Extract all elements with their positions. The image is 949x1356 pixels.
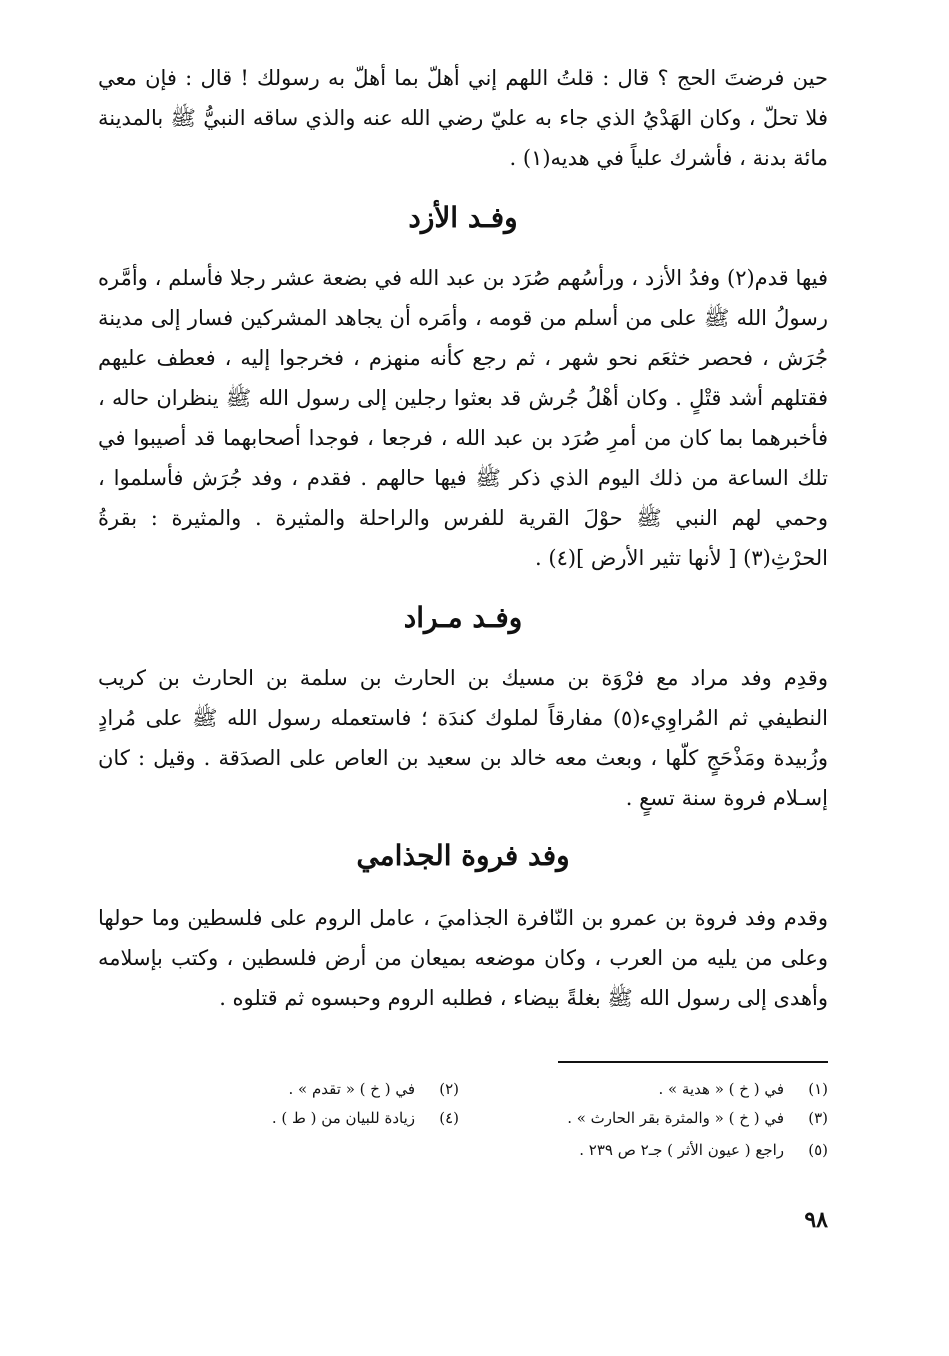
footnote-4 [272,1106,459,1130]
footnote-number: (٤) [439,1109,459,1127]
footnote-number: (٢) [439,1080,459,1098]
footnote-number: (١) [808,1080,828,1098]
heading-wafd-murad: وفـد مـراد [403,601,523,634]
heading-wafd-farwa-al-judhami: وفد فروة الجذامي [356,839,570,872]
page-number: ٩٨ [804,1207,828,1233]
footnote-2 [289,1077,459,1101]
intro-text: حين فرضتَ الحج ؟ قال : قلتُ اللهم إني أهلّ بما أهلّ به رسولك ! قال : فإن معي فلا تحلّ ، وكان الهَدْيُ الذي جاء به عليّ رضي الله عنه والذي ساقه النبيُّ ﷺ بالمدينة مائة بدنة ، فأشرك علياً في هديه(١) . [98,66,828,170]
footnote-1 [658,1077,828,1101]
footnote-text: زيادة للبيان من ( ط ) . [271,1109,415,1127]
footnote-separator [558,1061,828,1063]
footnote-5 [579,1138,828,1162]
footnote-3 [567,1106,828,1130]
intro-paragraph [98,58,828,178]
footnote-text: في ( خ ) « هدية » . [658,1080,784,1098]
farwa-paragraph [98,898,828,1018]
murad-text: وقدِم وفد مراد مع فرْوَة بن مسيك بن الحارث بن سلمة بن الحارث بن كريب النطيفي ثم المُراوِيء(٥) مفارقاً لملوك كندَة ؛ فاستعمله رسول الله ﷺ على مُرادٍ وزُبيدة ومَذْحَجٍ كلّها ، وبعث معه خالد بن سعيد بن العاص على الصدَقة . وقيل : كان إسـلام فروة سنة تسعٍ . [98,666,828,810]
azd-paragraph [98,258,828,578]
footnote-text: راجع ( عيون الأثر ) جـ٢ ص ٢٣٩ . [579,1141,784,1159]
footnote-number: (٣) [808,1109,828,1127]
farwa-text: وقدم وفد فروة بن عمرو بن النّافرة الجذاميَ ، عامل الروم على فلسطين وما حولها وعلى من يليه من العرب ، وكان موضعه بميعان من أرض فلسطين ، وكتب بإسلامه وأهدى إلى رسول الله ﷺ بغلةً بيضاء ، فطلبه الروم وحبسوه ثم قتلوه . [98,906,828,1010]
heading-wafd-al-azd: وفـد الأزد [408,201,518,234]
murad-paragraph [98,658,828,818]
azd-text: فيها قدم(٢) وفدُ الأزد ، ورأسُهم صُرَد بن عبد الله في بضعة عشر رجلا فأسلم ، وأمَّره رسولُ الله ﷺ على من أسلم من قومه ، وأمَره أن يجاهد المشركين فسار إلى مدينة جُرَش ، فحصر خثعَم نحو شهر ، ثم رجع كأنه منهزم ، فخرجوا إليه ، فعطف عليهم فقتلهم أشد قتْلٍ . وكان أهْلُ جُرش قد بعثوا رجلين إلى رسول الله ﷺ ينظران حاله ، فأخبرهما بما كان من أمرِ صُرَد بن عبد الله ، فرجعا ، فوجدا أصحابهما قد أصيبوا في تلك الساعة من ذلك اليوم الذي ذكر ﷺ فيها حالهم . فقدم ، وفد جُرَش فأسلموا ، وحمي لهم النبي ﷺ حوْلَ القرية للفرس والراحلة والمثيرة . والمثيرة : بقرةُ الحرْثِ(٣) [ لأنها تثير الأرض ](٤) . [98,266,829,570]
footnote-text: في ( خ ) « والمثرة بقر الحارث » . [567,1109,784,1127]
footnote-number: (٥) [808,1141,828,1159]
footnote-text: في ( خ ) « تقدم » . [288,1080,415,1098]
